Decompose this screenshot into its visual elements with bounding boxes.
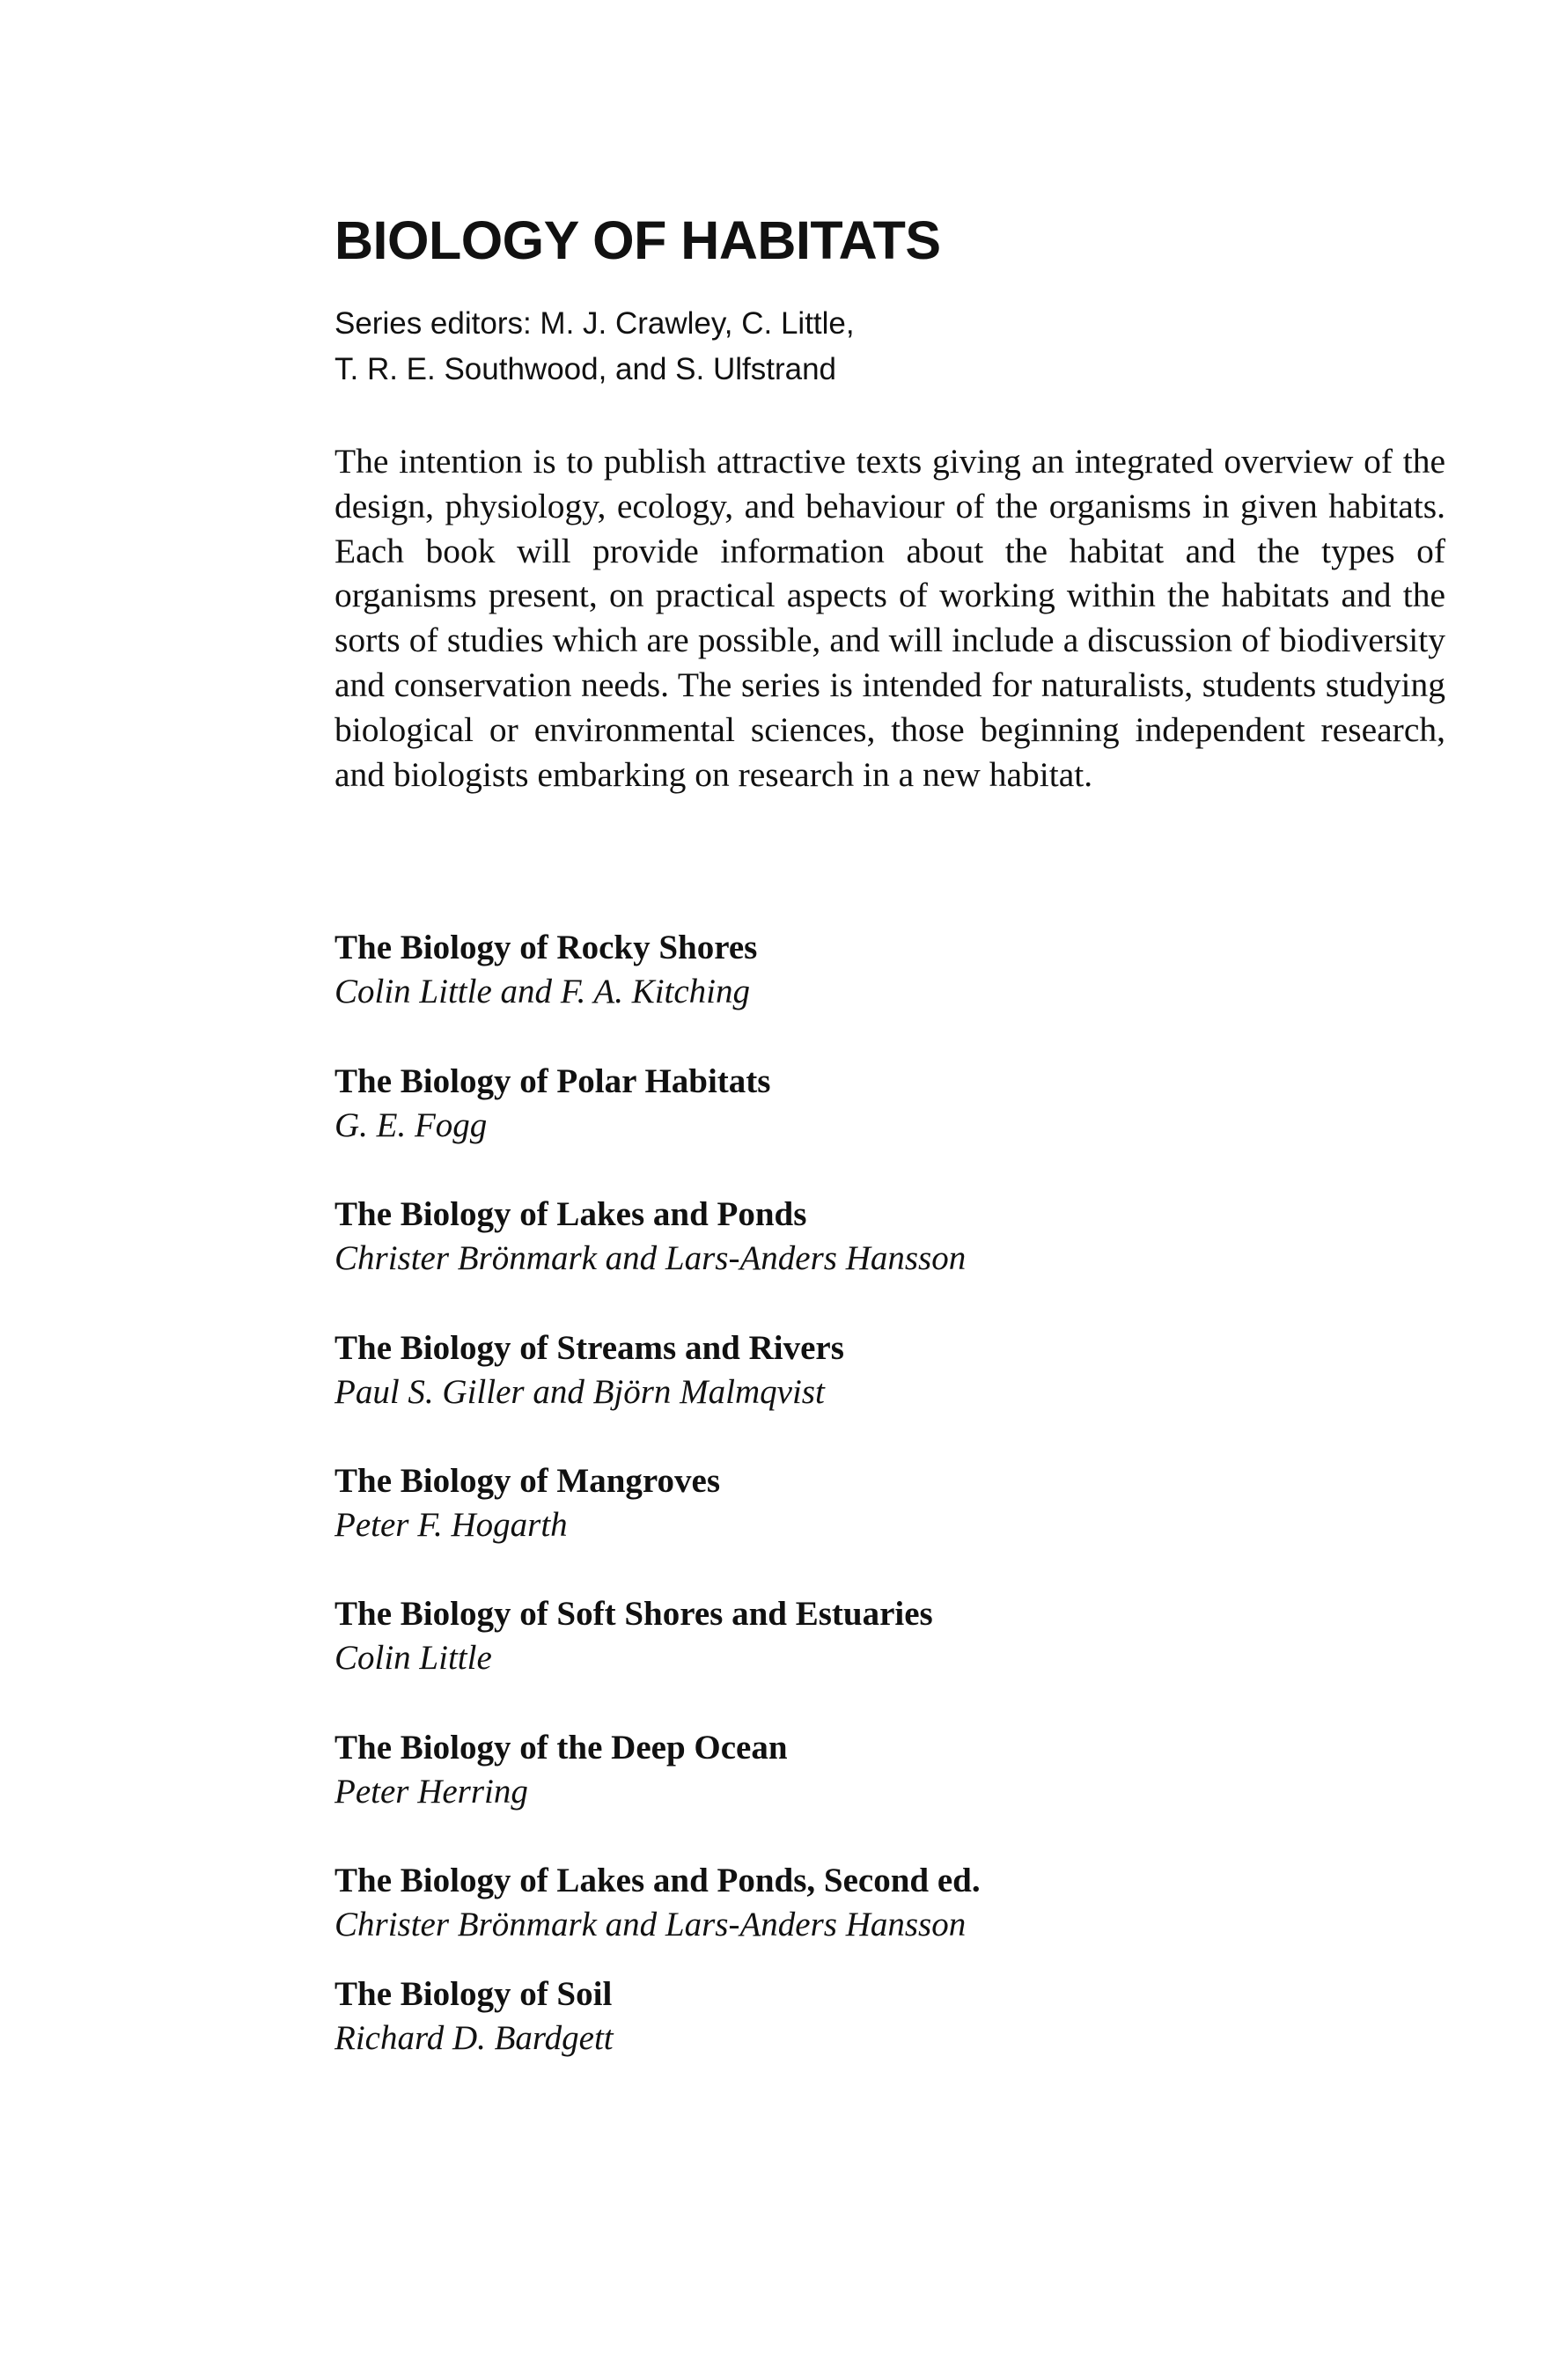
book-entry (335, 926, 1445, 1014)
book-entry (335, 1326, 1445, 1414)
book-authors: Peter F. Hogarth (335, 1506, 568, 1544)
book-title: The Biology of Soft Shores and Estuaries (335, 1595, 933, 1633)
book-entry (335, 1859, 1445, 1947)
book-authors: Paul S. Giller and Björn Malmqvist (335, 1373, 825, 1411)
book-title: The Biology of Lakes and Ponds, Second ed. (335, 1862, 981, 1899)
book-authors: Colin Little (335, 1639, 492, 1677)
book-title: The Biology of Soil (335, 1975, 613, 2013)
book-entry (335, 1060, 1445, 1148)
editors-line-1: Series editors: M. J. Crawley, C. Little, (335, 306, 855, 341)
book-title: The Biology of Lakes and Ponds (335, 1195, 807, 1233)
book-authors: G. E. Fogg (335, 1106, 488, 1144)
book-authors: Christer Brönmark and Lars-Anders Hansson (335, 1239, 967, 1277)
book-authors: Peter Herring (335, 1773, 528, 1811)
series-editors (335, 301, 855, 393)
book-entry (335, 1972, 1445, 2060)
book-entry (335, 1592, 1445, 1680)
book-title: The Biology of Rocky Shores (335, 929, 758, 966)
book-entry (335, 1459, 1445, 1547)
book-authors: Colin Little and F. A. Kitching (335, 973, 751, 1010)
book-title: The Biology of Streams and Rivers (335, 1329, 844, 1367)
book-title: The Biology of Mangroves (335, 1462, 721, 1500)
book-entry (335, 1193, 1445, 1281)
editors-line-2: T. R. E. Southwood, and S. Ulfstrand (335, 352, 837, 386)
book-title: The Biology of Polar Habitats (335, 1062, 771, 1100)
book-entry (335, 1726, 1445, 1814)
book-title: The Biology of the Deep Ocean (335, 1729, 788, 1767)
book-authors: Richard D. Bardgett (335, 2019, 614, 2057)
series-title: BIOLOGY OF HABITATS (335, 210, 941, 270)
book-authors: Christer Brönmark and Lars-Anders Hansson (335, 1906, 967, 1943)
series-intro-paragraph: The intention is to publish attractive texts giving an integrated overview of the design, physiology, ecology, and behaviour of the organisms in given habitats. Each book will provide information about the habitat and the types of organisms present, on practical aspects of working within the habitats and the sorts of studies which are possible, and will include a discussion of biodiversity and conservation needs. The series is intended for naturalists, students studying biological or environmental sciences, those beginning independent research, and biologists embarking on research in a new habitat. (335, 442, 1445, 794)
